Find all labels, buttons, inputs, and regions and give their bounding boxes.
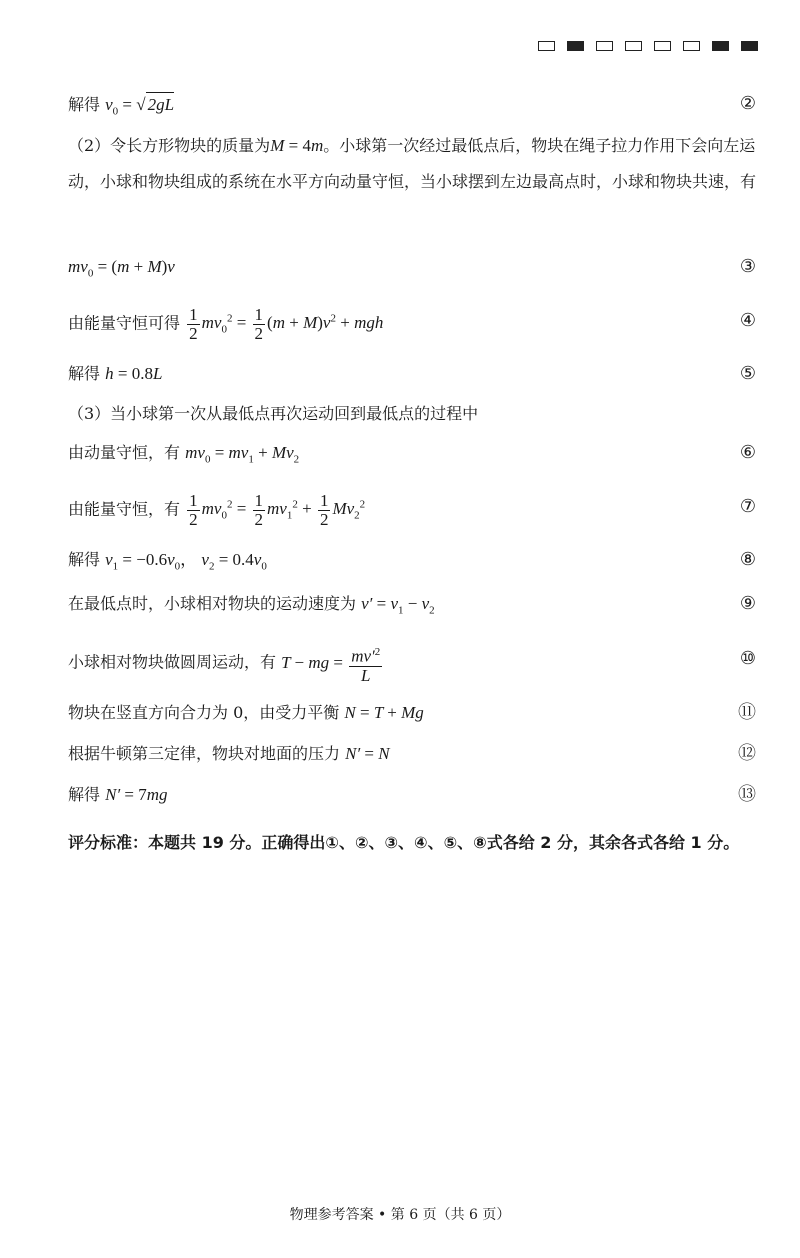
equation: $v_0$ = √ 2gL [105,95,174,114]
part-2-paragraph: （2）令长方形物块的质量为M = 4m。小球第一次经过最低点后，物块在绳子拉力作用下会向左运动，小球和物块组成的系统在水平方向动量守恒，当小球摆到左边最高点时，小球和物块共速，有 [68,136,757,191]
part-3-heading: （3）当小球第一次从最低点再次运动回到最低点的过程中 [68,404,479,423]
mark-empty [625,41,642,51]
equation-number: ② [739,93,756,114]
equation: $mv_0 = mv_1 + Mv_2$ [185,443,300,466]
solution-line: 由动量守恒，有 $mv_0 = mv_1 + Mv_2$ [68,443,300,466]
equation: $\frac{1}{2}$ $mv_0^2$ = $\frac{1}{2}$ $mv_1^2$ + $\frac{1}{2}$ $Mv_2^2$ [189,491,366,529]
equation: N′ = 7mg [105,785,168,804]
mark-empty [538,41,555,51]
mark-filled [712,41,729,51]
solution-line: 小球相对物块做圆周运动，有 T − mg = $\frac{mv'^2}{L}$ [68,643,756,685]
solution-line: 解得 h = 0.8L [68,364,163,383]
equation: T − mg = $\frac{mv'^2}{L}$ [281,646,381,685]
mark-empty [683,41,700,51]
mark-filled [741,41,758,51]
mark-empty [596,41,613,51]
equation: $\frac{1}{2}$ $mv_0^2$ = $\frac{1}{2}$ $(m + M)v^2$ + mgh [189,305,384,343]
solution-line: 根据牛顿第三定律，物块对地面的压力 N′ = N [68,744,390,763]
mark-filled [567,41,584,51]
solution-line: 物块在竖直方向合力为 0，由受力平衡 N = T + Mg [68,703,424,722]
equation-number: ⑨ [739,593,756,614]
equation-number: ③ [739,256,756,277]
page-footer: 物理参考答案 • 第 6 页（共 6 页） [289,1207,511,1223]
equation-number: ⑧ [739,549,756,570]
equation-number: ⑦ [739,496,756,517]
equation: N′ = N [345,744,390,763]
solution-line: 解得 $v_1 = -0.6v_0$， $v_2 = 0.4v_0$ [68,550,267,573]
solution-line: 由能量守恒，有 $\frac{1}{2}$ $mv_0^2$ = $\frac{1}{2}$ $mv_1^2$ + $\frac{1}{2}$ $Mv_2^2$ [68,491,366,529]
equation-number: ⑫ [738,743,756,764]
equation: $v' = v_1 - v_2$ [361,594,435,617]
equation: $mv_0 = (m + M)v$ [68,257,175,280]
solution-line: 由能量守恒可得 $\frac{1}{2}$ $mv_0^2$ = $\frac{1}{2}$ $(m + M)v^2$ + mgh [68,305,384,343]
equation-number: ⑥ [739,442,756,463]
equation-number: ⑬ [738,784,756,805]
solution-line [68,255,756,285]
equation: N = T + Mg [344,703,424,722]
page-marks [538,41,770,51]
equation-number: ⑤ [739,363,756,384]
scoring-standard: 评分标准：本题共 19 分。正确得出①、②、③、④、⑤、⑧式各给 2 分，其余各式各给 1 分。 [68,833,740,852]
equation-number: ⑩ [739,648,756,669]
mark-empty [654,41,671,51]
equation: h = 0.8L [105,364,163,383]
equation: $v_1 = -0.6v_0$， $v_2 = 0.4v_0$ [105,550,267,573]
equation: M = 4m [270,136,324,155]
equation-number: ④ [739,310,756,331]
solution-line: 解得 $v_0$ = √ 2gL [68,92,756,123]
solution-line: 解得 N′ = 7mg [68,785,168,804]
solution-line: 在最低点时，小球相对物块的运动速度为 $v' = v_1 - v_2$ [68,594,435,617]
equation-number: ⑪ [738,702,756,723]
